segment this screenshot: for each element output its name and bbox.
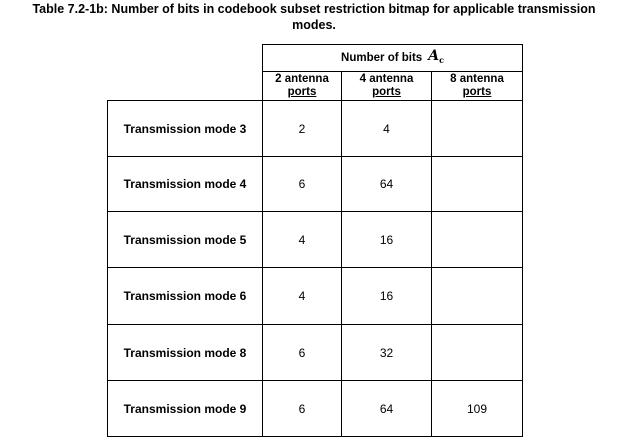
- header-group-label: Number of bits: [341, 51, 423, 64]
- row-label: Transmission mode 4: [123, 177, 247, 191]
- caption-line-1: Table 7.2-1b: Number of bits in codebook subset restriction bitmap for applicable transmission: [32, 2, 596, 16]
- col2-line1: 4 antenna: [359, 73, 414, 85]
- cell-4-ports: 16: [379, 289, 394, 303]
- row-label: Transmission mode 8: [123, 345, 247, 360]
- col-header-4-antenna-ports: [342, 72, 431, 100]
- cell-2-ports: 4: [298, 289, 306, 303]
- col-header-8-antenna-ports: [432, 72, 522, 100]
- cell-8-ports: 109: [466, 401, 488, 416]
- header-symbol-main: A: [428, 47, 440, 64]
- row-label: Transmission mode 9: [123, 401, 247, 416]
- cell-2-ports: 4: [298, 232, 306, 247]
- col1-line2: ports: [287, 86, 317, 98]
- cell-2-ports: 6: [298, 401, 306, 416]
- cell-8-ports: [432, 268, 522, 324]
- row-label: Transmission mode 6: [123, 289, 247, 303]
- cell-4-ports: 64: [379, 401, 394, 416]
- cell-2-ports: 6: [298, 177, 306, 191]
- caption-line-2: modes.: [292, 18, 336, 32]
- col1-line1: 2 antenna: [275, 73, 329, 85]
- cell-4-ports: 32: [379, 345, 394, 360]
- col2-line2: ports: [372, 86, 401, 98]
- cell-4-ports: 4: [383, 121, 390, 136]
- header-symbol: [428, 47, 444, 67]
- row-label: Transmission mode 3: [123, 121, 247, 136]
- cell-8-ports: [432, 212, 522, 267]
- cell-8-ports: [432, 157, 522, 211]
- cell-2-ports: 2: [298, 121, 306, 136]
- row-label: Transmission mode 5: [123, 232, 247, 247]
- cell-4-ports: 16: [379, 232, 394, 247]
- header-number-of-bits: [263, 45, 522, 71]
- cell-8-ports: [432, 101, 522, 156]
- cell-8-ports: [432, 325, 522, 380]
- header-symbol-sub: c: [439, 54, 444, 65]
- cell-4-ports: 64: [379, 177, 394, 191]
- col3-line1: 8 antenna: [450, 73, 504, 85]
- col3-line2: ports: [462, 86, 492, 98]
- cell-2-ports: 6: [298, 345, 306, 360]
- col-header-2-antenna-ports: [263, 72, 341, 100]
